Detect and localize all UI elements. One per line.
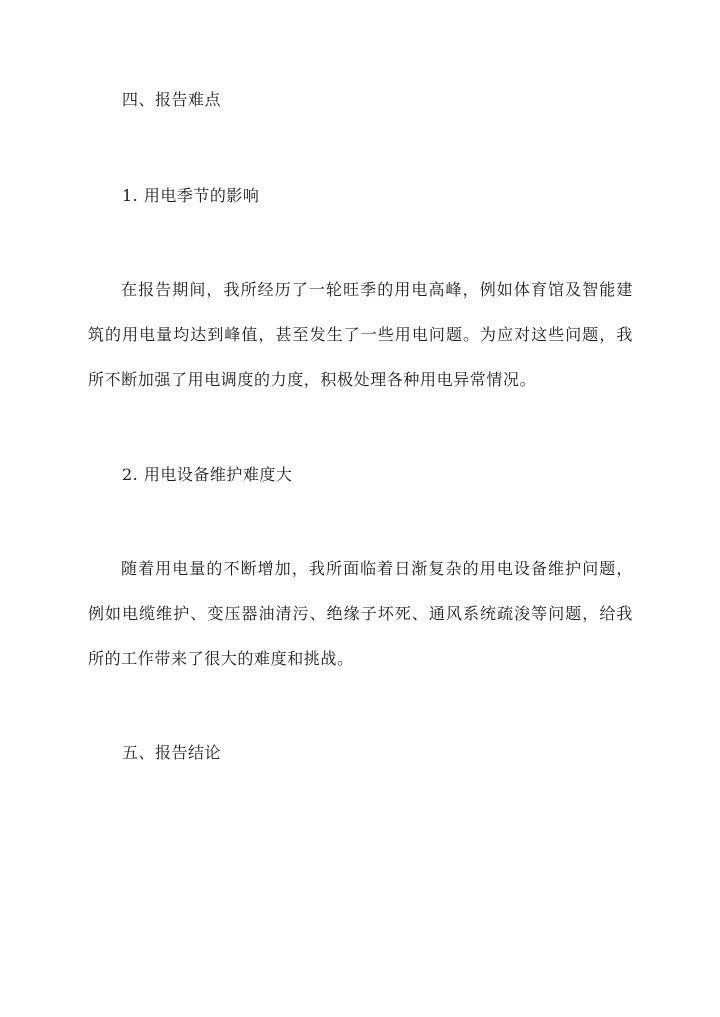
paragraph-equipment-maintenance: 随着用电量的不断增加，我所面临着日渐复杂的用电设备维护问题，例如电缆维护、变压器油清污、绝缘子坏死、通风系统疏浚等问题，给我所的工作带来了很大的难度和挑战。 xyxy=(88,559,633,668)
section-heading-difficulties: 四、报告难点 xyxy=(122,90,222,109)
paragraph-seasonal-impact: 在报告期间，我所经历了一轮旺季的用电高峰，例如体育馆及智能建筑的用电量均达到峰值，甚至发生了一些用电问题。为应对这些问题，我所不断加强了用电调度的力度，积极处理各种用电异常情况。 xyxy=(88,280,633,389)
subheading-seasonal-impact: 1. 用电季节的影响 xyxy=(122,186,260,205)
section-heading-conclusion: 五、报告结论 xyxy=(122,743,222,762)
subheading-equipment-maintenance: 2. 用电设备维护难度大 xyxy=(122,465,293,484)
